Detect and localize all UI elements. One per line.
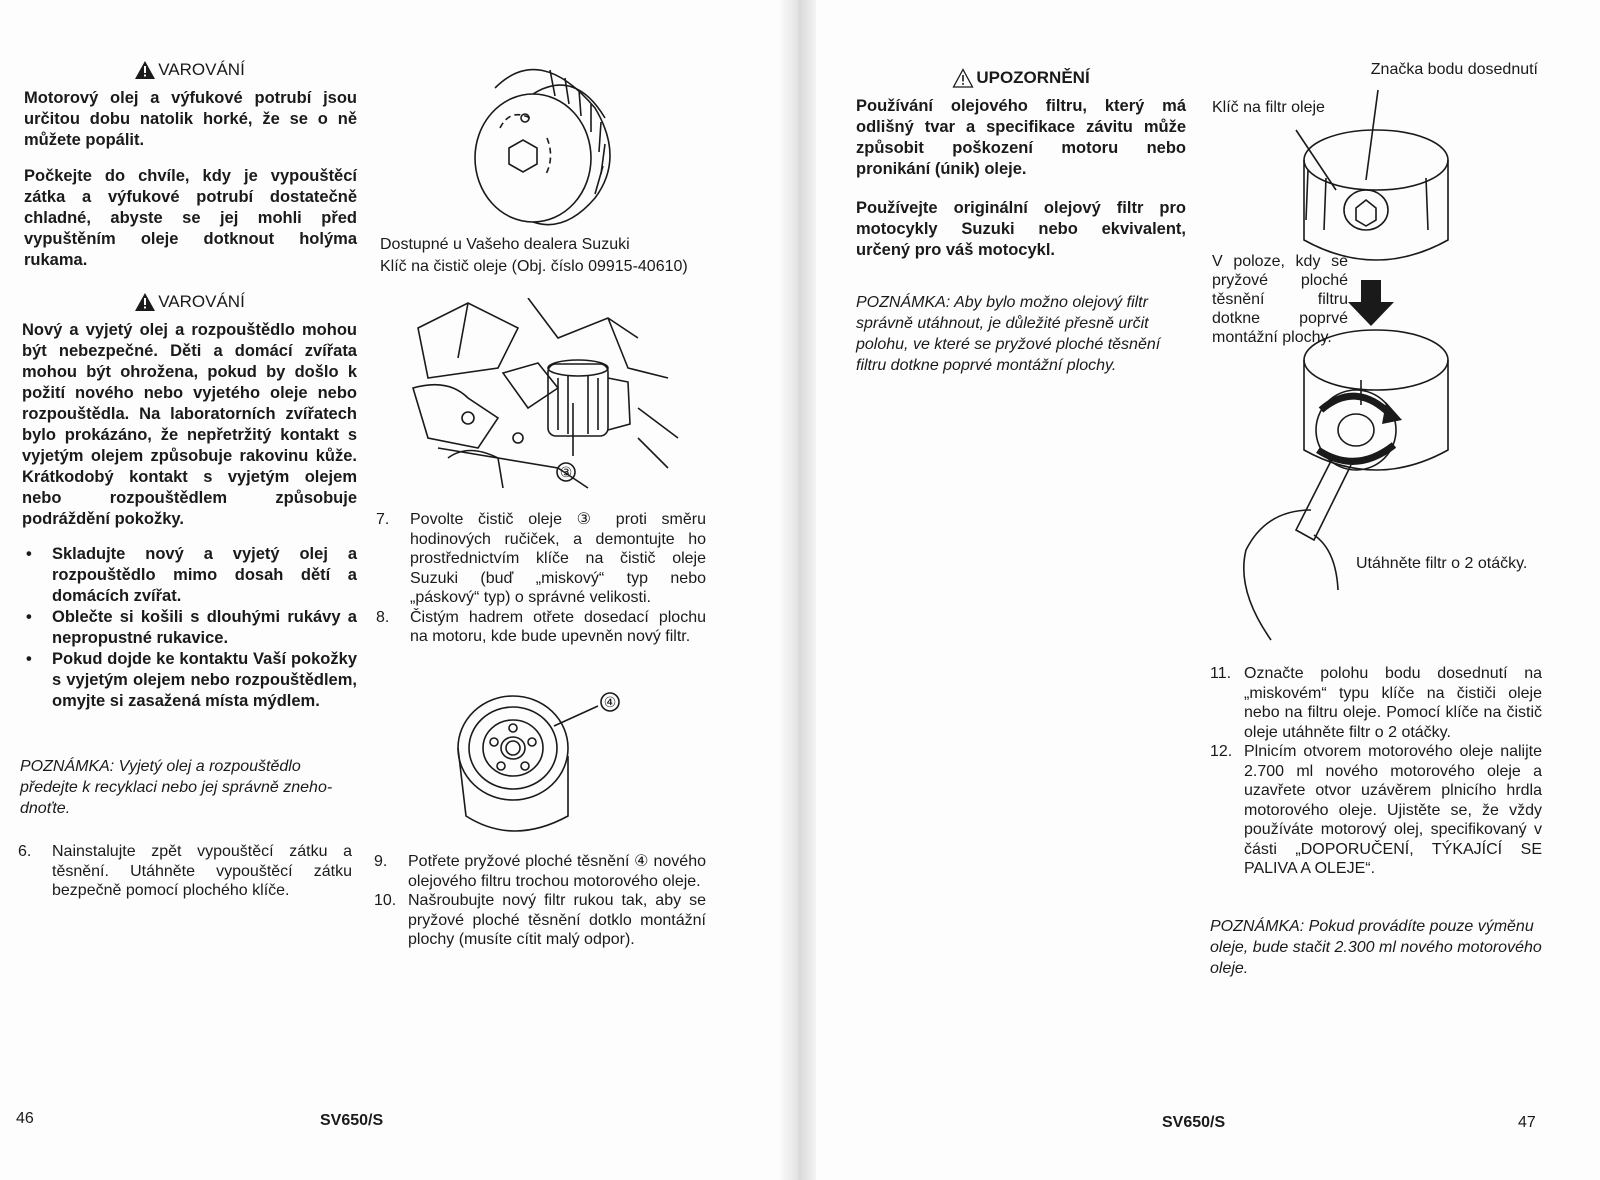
warning2-bullet-list	[18, 544, 357, 712]
step-number: 10.	[374, 892, 397, 909]
step-number: 9.	[374, 853, 388, 870]
caution-paragraph1: Používání olejového filtru, který má odlišný tvar a specifikace závitu může způsobit poškození motoru nebo pronikání (únik) oleje.	[856, 97, 1186, 178]
step-text: Označte polohu bodu dosednutí na „miskovém“ typu klíče na čističi oleje nebo na filtru oleje. Pomocí klíče na čistič oleje utáhněte filtr o 2 otáčky.	[1244, 665, 1542, 741]
cup-wrench-illustration	[455, 48, 625, 228]
list-item	[374, 852, 706, 891]
list-item	[374, 891, 706, 950]
step-text: Našroubujte nový filtr rukou tak, aby se pryžové ploché těsnění dotklo montážní plochy (musíte cítit malý odpor).	[408, 892, 706, 948]
label-tighten-turns: Utáhněte filtr o 2 otáčky.	[1356, 555, 1528, 572]
list-item	[376, 608, 706, 647]
engine-filter-illustration	[408, 298, 683, 490]
step-number: 7.	[376, 511, 390, 528]
model-footer-right: SV650/S	[1162, 1114, 1226, 1131]
list-item	[18, 842, 352, 901]
warning-title-1: VAROVÁNÍ	[22, 60, 357, 80]
right-step-list	[1210, 664, 1542, 879]
caution-paragraph2: Používejte originální olejový filtr pro motocykly Suzuki nebo ekvivalent, určený pro váš motocykl.	[856, 199, 1186, 259]
callout-4-label: ④	[603, 695, 617, 711]
book-gutter	[780, 0, 816, 1180]
warning1-paragraph2: Počkejte do chvíle, kdy je vypouštěcí zátka a výfukové potrubí dostatečně chladné, abyste se jej mohli před vypuštěním oleje dotknout holýma rukama.	[24, 167, 357, 269]
caution-triangle-icon	[952, 68, 974, 88]
middle-step-list-a	[376, 510, 706, 647]
step-text: Potřete pryžové ploché těsnění ④ nového olejového filtru trochou motorového oleje.	[408, 853, 706, 890]
label-contact-position: V poloze, kdy se pryžové ploché těsnění filtru dotkne poprvé montážní plochy.	[1212, 253, 1348, 346]
list-item	[1210, 742, 1542, 879]
warning-title-2: VAROVÁNÍ	[22, 292, 357, 312]
right-note-1: POZNÁMKA: Aby bylo možno olejový filtr správně utáhnout, je důležité přesně určit polohu, ve které se pryžové ploché těsnění filtru dotkne poprvé montážní plochy.	[856, 294, 1161, 374]
model-footer-left: SV650/S	[320, 1112, 384, 1129]
warning1-paragraph1: Motorový olej a výfukové potrubí jsou určitou dobu natolik horké, že se o ně můžete popálit.	[24, 89, 357, 149]
tool-caption-line2: Klíč na čistič oleje (Obj. číslo 09915-40610)	[380, 258, 688, 275]
new-oil-filter-illustration	[448, 686, 638, 840]
left-note: POZNÁMKA: Vyjetý olej a rozpouštědlo předejte k recyklaci nebo jej správně znehodnoťte.	[20, 758, 333, 817]
page-number-right: 47	[1518, 1114, 1536, 1131]
step-text: Nainstalujte zpět vypouštěcí zátku a těsnění. Utáhněte vypouštěcí zátku bezpečně pomocí plochého klíče.	[52, 843, 352, 899]
list-item: • Skladujte nový a vyjetý olej a rozpouštědlo mimo dosah dětí a domácích zvířat.	[18, 544, 357, 607]
warning-triangle-icon	[134, 292, 156, 312]
list-item: • Oblečte si košili s dlouhými rukávy a nepropustné rukavice.	[18, 607, 357, 649]
warning-triangle-icon	[134, 60, 156, 80]
label-seating-mark: Značka bodu dosednutí	[1370, 61, 1538, 78]
list-item	[376, 510, 706, 608]
step-number: 6.	[18, 843, 32, 860]
filter-tightening-illustration	[1226, 80, 1456, 645]
list-item	[1210, 664, 1542, 742]
warning2-paragraph: Nový a vyjetý olej a rozpouštědlo mohou být nebezpečné. Děti a domácí zvířata mohou být ohrožena, pokud by došlo k požití nového nebo vyjetého oleje nebo rozpouštědla. Na laboratorních zvířatech bylo prokázáno, že nepřetržitý kontakt s vyjetým olejem způsobuje rakovinu kůže. Krátkodobý kontakt s vyjetým olejem nebo rozpouštědlem způsobuje podráždění pokožky.	[22, 321, 357, 528]
step-number: 12.	[1210, 743, 1233, 760]
page-number-left: 46	[16, 1110, 34, 1127]
step-number: 8.	[376, 608, 390, 626]
list-item: • Pokud dojde ke kontaktu Vaší pokožky s vyjetým olejem nebo rozpouštědlem, omyjte si zasažená místa mýdlem.	[18, 649, 357, 712]
tool-caption-line1: Dostupné u Vašeho dealera Suzuki	[380, 236, 630, 253]
label-filter-wrench: Klíč na filtr oleje	[1212, 99, 1325, 116]
step-number: 11.	[1210, 665, 1232, 682]
step-text: Čistým hadrem otřete dosedací plochu na motoru, kde bude upevněn nový filtr.	[410, 608, 706, 645]
step-text: Plnicím otvorem motorového oleje nalijte 2.700 ml nového motorového oleje a uzavřete otvor uzávěrem plnicího hrdla motorového oleje. Ujistěte se, že vždy používáte motorový olej, specifikovaný v části „DOPORUČENÍ, TÝKAJÍCÍ SE PALIVA A OLEJE“.	[1244, 743, 1542, 877]
right-note-2: POZNÁMKA: Pokud provádíte pouze výměnu oleje, bude stačit 2.300 ml nového motorového oleje.	[1210, 918, 1542, 977]
step-text: Povolte čistič oleje ③ proti směru hodinových ručiček, a demontujte ho prostřednictvím klíče na čistič oleje Suzuki (buď „miskový“ typ nebo „páskový“ typ) o správné velikosti.	[410, 511, 706, 606]
callout-3-label: ③	[559, 465, 573, 481]
left-step-list	[18, 842, 352, 901]
middle-step-list-b	[374, 852, 706, 950]
caution-title: UPOZORNĚNÍ	[856, 68, 1186, 88]
